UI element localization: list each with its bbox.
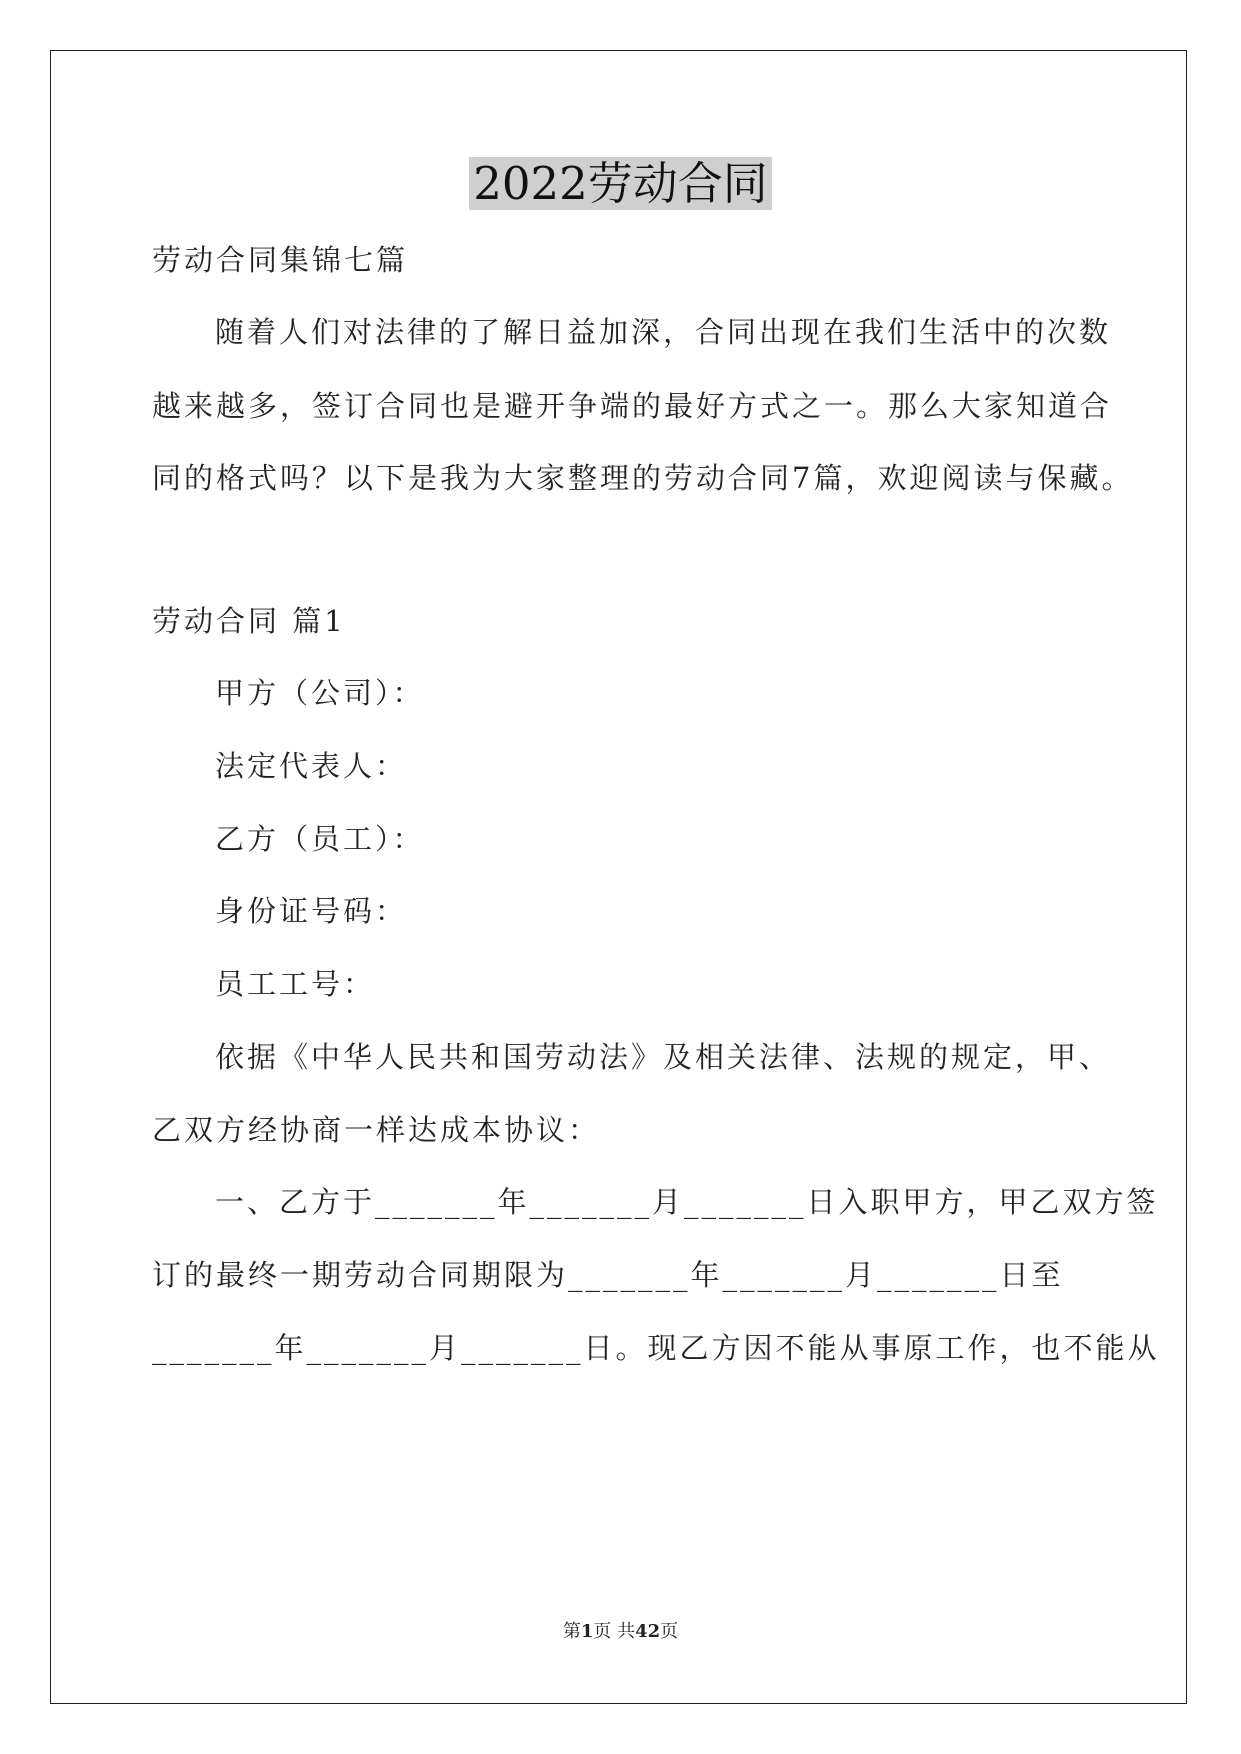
intro-line: 同的格式吗？以下是我为大家整理的劳动合同7篇，欢迎阅读与保藏。 [152, 461, 1134, 495]
page-footer [0, 1620, 1241, 1644]
field-label: 乙方（员工）： [215, 822, 425, 856]
field-label: 甲方（公司）： [215, 676, 425, 710]
paragraph-line: 依据《中华人民共和国劳动法》及相关法律、法规的规定，甲、 [215, 1040, 1112, 1074]
document-title [0, 154, 1241, 214]
paragraph-line: 订的最终一期劳动合同期限为_______年_______月_______日至 [152, 1258, 1064, 1292]
field-label: 法定代表人： [215, 749, 408, 783]
paragraph-line: 乙双方经协商一样达成本协议： [152, 1113, 601, 1147]
footer-page-number: 1 [580, 1621, 594, 1642]
intro-line: 随着人们对法律的了解日益加深，合同出现在我们生活中的次数 [215, 315, 1112, 349]
footer-prefix: 第 [562, 1621, 581, 1642]
intro-line: 越来越多，签订合同也是避开争端的最好方式之一。那么大家知道合 [152, 389, 1113, 423]
field-label: 身份证号码： [215, 894, 408, 928]
footer-suffix: 页 [660, 1621, 679, 1642]
paragraph-line: 一、乙方于_______年_______月_______日入职甲方，甲乙双方签 [215, 1185, 1159, 1219]
footer-mid: 页 共 [593, 1621, 636, 1642]
page-border [50, 50, 1187, 1704]
document-subtitle: 劳动合同集锦七篇 [152, 243, 409, 277]
paragraph-line: _______年_______月_______日。现乙方因不能从事原工作，也不能从 [152, 1331, 1160, 1365]
section-heading: 劳动合同 篇1 [152, 604, 346, 638]
document-title-text: 2022劳动合同 [469, 157, 772, 210]
footer-total-pages: 42 [635, 1621, 661, 1642]
field-label: 员工工号： [215, 967, 376, 1001]
